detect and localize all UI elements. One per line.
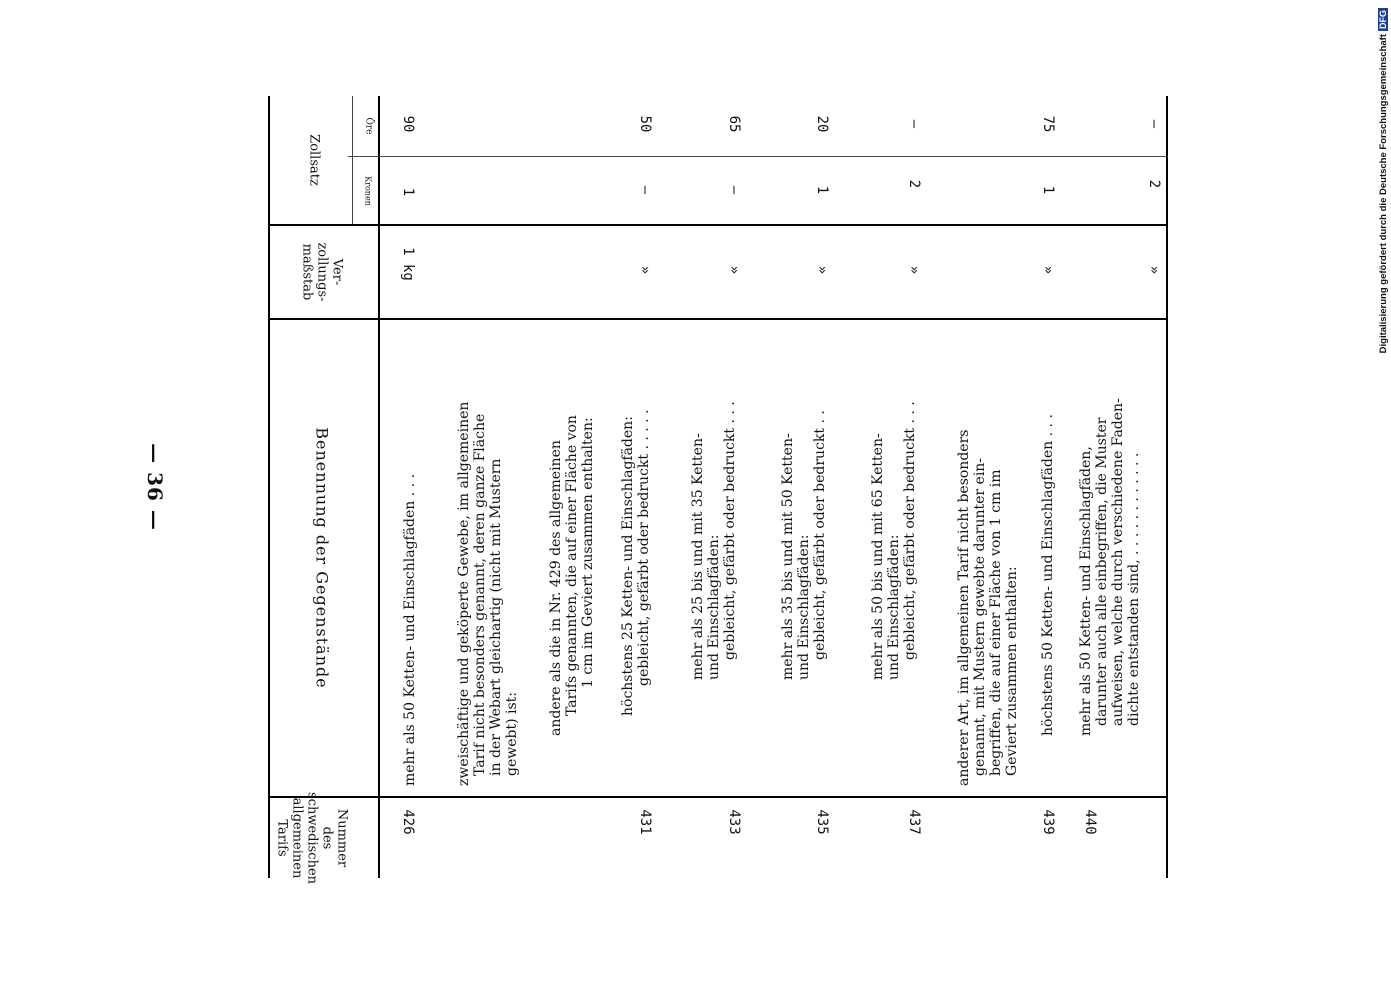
- header-verzollungsmassstab: Ver- zollungs- maßstab: [299, 242, 345, 302]
- row-433-nummer: 433: [726, 809, 742, 835]
- header-benennung: Benennung der Gegenstände: [312, 427, 332, 689]
- row-426-kronen: 1: [400, 187, 416, 197]
- table-bottom-rule: [1166, 96, 1168, 878]
- row-431-unit: »: [637, 265, 653, 275]
- row-440-oere: —: [1146, 119, 1162, 129]
- row-431-kronen: —: [637, 185, 653, 195]
- table-left-rule: [268, 96, 270, 878]
- row-426-text: mehr als 50 Ketten- und Einschlagfäden . . .: [402, 473, 418, 786]
- row-426-oere: 90: [400, 115, 416, 133]
- row-439-nummer: 439: [1040, 809, 1056, 835]
- row-440-kronen: 2: [1146, 179, 1162, 189]
- row-437-kronen: 2: [906, 179, 922, 189]
- row-431-text: höchstens 25 Ketten- und Einschlagfäden: gebleicht, gefärbt oder bedruckt . . . . .: [620, 409, 652, 716]
- row-437-text: mehr als 50 bis und mit 65 Ketten- und Einschlagfäden: gebleicht, gefärbt oder bedruckt . . .: [870, 401, 918, 680]
- row-433-kronen: —: [726, 185, 742, 195]
- row-437-nummer: 437: [906, 809, 922, 835]
- header-rule: [378, 96, 380, 878]
- row-anderer-art-text: anderer Art, im allgemeinen Tarif nicht besonders genannt, mit Mustern gewebte darunter ein- begriffen, die auf einer Fläche von 1 cm im Geviert zusammen enthalten:: [956, 429, 1020, 786]
- row-andere-text: andere als die in Nr. 429 des allgemeinen Tarifs genannten, die auf einer Fläche von 1 cm im Geviert zusammen enthalten:: [548, 415, 596, 736]
- row-439-unit: »: [1040, 265, 1056, 275]
- row-433-oere: 65: [726, 115, 742, 133]
- row-426-nummer: 426: [400, 809, 416, 835]
- col-sep-1: [268, 796, 1168, 798]
- header-nummer: Nummer des schwedischen allgemeinen Tarifs: [274, 791, 350, 885]
- row-437-oere: —: [906, 119, 922, 129]
- row-431-nummer: 431: [637, 809, 653, 835]
- row-435-nummer: 435: [814, 809, 830, 835]
- header-oere: Öre: [363, 117, 374, 135]
- row-439-text: höchstens 50 Ketten- und Einschlagfäden . . .: [1040, 414, 1056, 736]
- row-437-unit: »: [906, 265, 922, 275]
- dfg-attribution: [1375, 8, 1391, 388]
- row-435-text: mehr als 35 bis und mit 50 Ketten- und Einschlagfäden: gebleicht, gefärbt oder bedruckt . .: [780, 410, 828, 680]
- row-426-unit: 1 kg: [400, 247, 416, 281]
- tariff-table: [268, 96, 1168, 885]
- row-intro-weave-text: zweischäftige und geköperte Gewebe, im allgemeinen Tarif nicht besonders genannt, deren ganze Fläche in der Webart gleichartig (nicht mit Mustern gewebt) ist:: [456, 401, 520, 786]
- row-433-unit: »: [726, 265, 742, 275]
- row-439-kronen: 1: [1040, 185, 1056, 195]
- row-435-oere: 20: [814, 115, 830, 133]
- col-sep-2: [268, 318, 1168, 320]
- dfg-logo: DFG: [1378, 10, 1388, 29]
- row-433-text: mehr als 25 bis und mit 35 Ketten- und Einschlagfäden: gebleicht, gefärbt oder bedruckt . . .: [690, 401, 738, 680]
- row-435-unit: »: [814, 265, 830, 275]
- header-zollsatz: Zollsatz: [306, 134, 322, 186]
- row-439-oere: 75: [1040, 115, 1056, 133]
- zollsatz-header-rule: [352, 96, 353, 224]
- row-435-kronen: 1: [814, 185, 830, 195]
- page-number: — 36 —: [143, 443, 167, 531]
- col-sep-3: [268, 224, 1168, 226]
- dfg-attribution-text: Digitalisierung gefördert durch die Deutsche Forschungsgemeinschaft: [1377, 34, 1389, 354]
- zollsatz-sub-rule: [348, 156, 1168, 157]
- row-440-nummer: 440: [1082, 809, 1098, 835]
- header-kronen: Kronen: [363, 176, 373, 206]
- row-440-text: mehr als 50 Ketten- und Einschlagfäden, darunter auch alle einbegriffen, die Muster aufweisen, welche durch verschiedene Faden- dichte entstanden sind, . . . . . . . . . . . .: [1078, 398, 1142, 736]
- row-440-unit: »: [1146, 265, 1162, 275]
- row-431-oere: 50: [637, 115, 653, 133]
